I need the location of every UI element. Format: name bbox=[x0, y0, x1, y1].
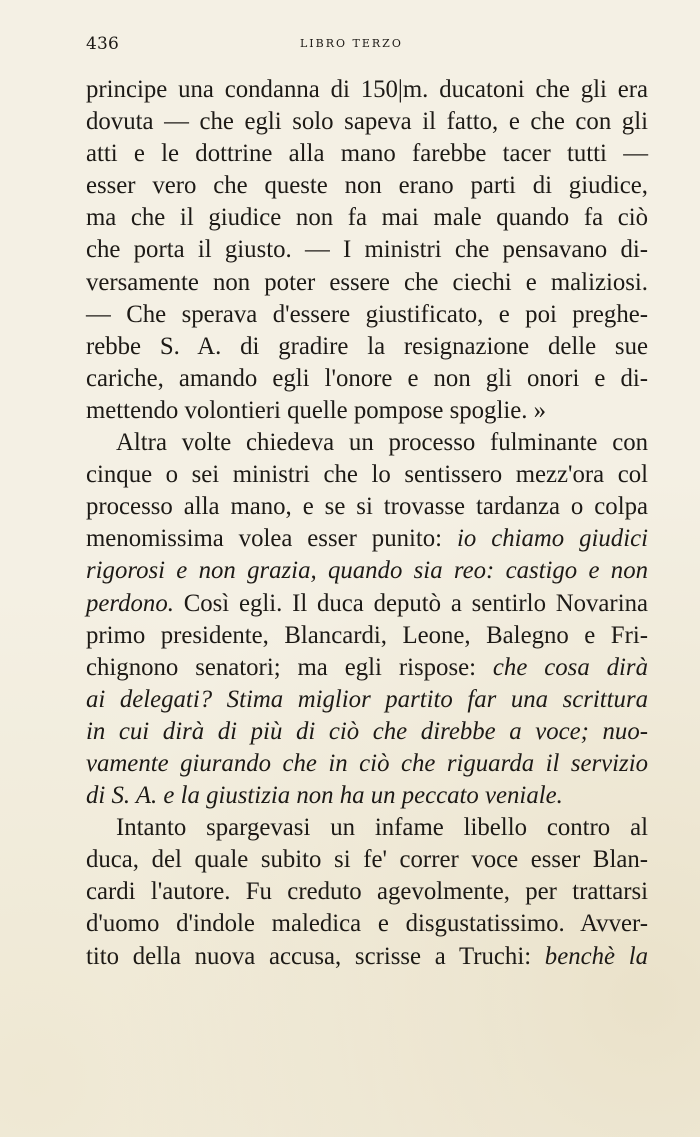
text-segment: d'uomo d'indole maledica e disgustatissimo. Avver- bbox=[86, 910, 648, 938]
italic-quote-segment: io chiamo giudici bbox=[456, 525, 648, 553]
text-line bbox=[86, 459, 648, 491]
text-line bbox=[86, 876, 648, 908]
text-line: — Che sperava d'essere giustificato, e poi preghe- bbox=[86, 300, 648, 328]
text-line bbox=[86, 716, 648, 748]
body-text bbox=[86, 74, 648, 973]
text-line bbox=[86, 941, 648, 973]
text-segment: primo presidente, Blancardi, Leone, Balegno e Fri- bbox=[86, 621, 648, 649]
text-segment: duca, del quale subito si fe' correr voce esser Blan- bbox=[86, 846, 648, 874]
section-title: LIBRO TERZO bbox=[300, 37, 403, 50]
text-segment: processo alla mano, e se si trovasse tardanza o colpa bbox=[86, 493, 648, 521]
page-number: 436 bbox=[86, 34, 120, 54]
text-line bbox=[86, 748, 648, 780]
text-line bbox=[86, 620, 648, 652]
paragraph bbox=[86, 74, 648, 427]
text-segment: chignono senatori; ma egli rispose: bbox=[86, 653, 493, 681]
text-line bbox=[86, 491, 648, 523]
text-line: dovuta — che egli solo sapeva il fatto, e che con gli bbox=[86, 108, 648, 136]
text-segment: cardi l'autore. Fu creduto agevolmente, per trattarsi bbox=[86, 878, 648, 906]
text-line: principe una condanna di 150|m. ducatoni che gli era bbox=[86, 76, 648, 103]
text-line: mettendo volontieri quelle pompose spoglie. » bbox=[86, 396, 547, 424]
italic-quote-segment: di S. A. e la giustizia non ha un peccato veniale. bbox=[86, 782, 563, 810]
text-line bbox=[86, 523, 648, 555]
paragraph bbox=[86, 812, 648, 972]
italic-quote-segment: perdono. bbox=[86, 589, 174, 617]
text-segment: Così egli. Il duca deputò a sentirlo Novarina bbox=[183, 589, 648, 617]
text-line: che porta il giusto. — I ministri che pensavano di- bbox=[86, 236, 648, 264]
italic-quote-segment: rigorosi e non grazia, quando sia reo: castigo e non bbox=[86, 557, 648, 585]
text-line bbox=[86, 780, 648, 812]
running-header bbox=[86, 34, 648, 62]
text-line bbox=[86, 812, 648, 844]
text-line bbox=[86, 588, 648, 620]
text-segment: cinque o sei ministri che lo sentissero mezz'ora col bbox=[86, 461, 648, 489]
paragraph bbox=[86, 427, 648, 812]
text-line: cariche, amando egli l'onore e non gli onori e di- bbox=[86, 364, 648, 392]
text-line bbox=[86, 427, 648, 459]
text-segment: Intanto spargevasi un infame libello contro al bbox=[116, 814, 648, 842]
text-line: esser vero che queste non erano parti di giudice, bbox=[86, 172, 648, 200]
italic-quote-segment: che cosa dirà bbox=[492, 653, 648, 681]
italic-quote-segment: in cui dirà di più di ciò che direbbe a voce; nuo- bbox=[86, 717, 648, 745]
text-line bbox=[86, 844, 648, 876]
text-line: rebbe S. A. di gradire la resignazione delle sue bbox=[86, 332, 648, 360]
text-segment: tito della nuova accusa, scrisse a Truchi: bbox=[86, 942, 545, 970]
italic-quote-segment: ai delegati? Stima miglior partito far una scrittura bbox=[86, 685, 648, 713]
text-line bbox=[86, 555, 648, 587]
text-segment: Altra volte chiedeva un processo fulminante con bbox=[116, 429, 648, 457]
text-line: versamente non poter essere che ciechi e maliziosi. bbox=[86, 268, 648, 296]
text-line: atti e le dottrine alla mano farebbe tacer tutti — bbox=[86, 140, 648, 168]
text-segment: menomissima volea esser punito: bbox=[86, 525, 457, 553]
italic-quote-segment: vamente giurando che in ciò che riguarda il servizio bbox=[86, 749, 648, 777]
text-line bbox=[86, 908, 648, 940]
text-line bbox=[86, 684, 648, 716]
italic-quote-segment: benchè la bbox=[544, 942, 648, 970]
text-line bbox=[86, 652, 648, 684]
text-line: ma che il giudice non fa mai male quando fa ciò bbox=[86, 204, 648, 232]
